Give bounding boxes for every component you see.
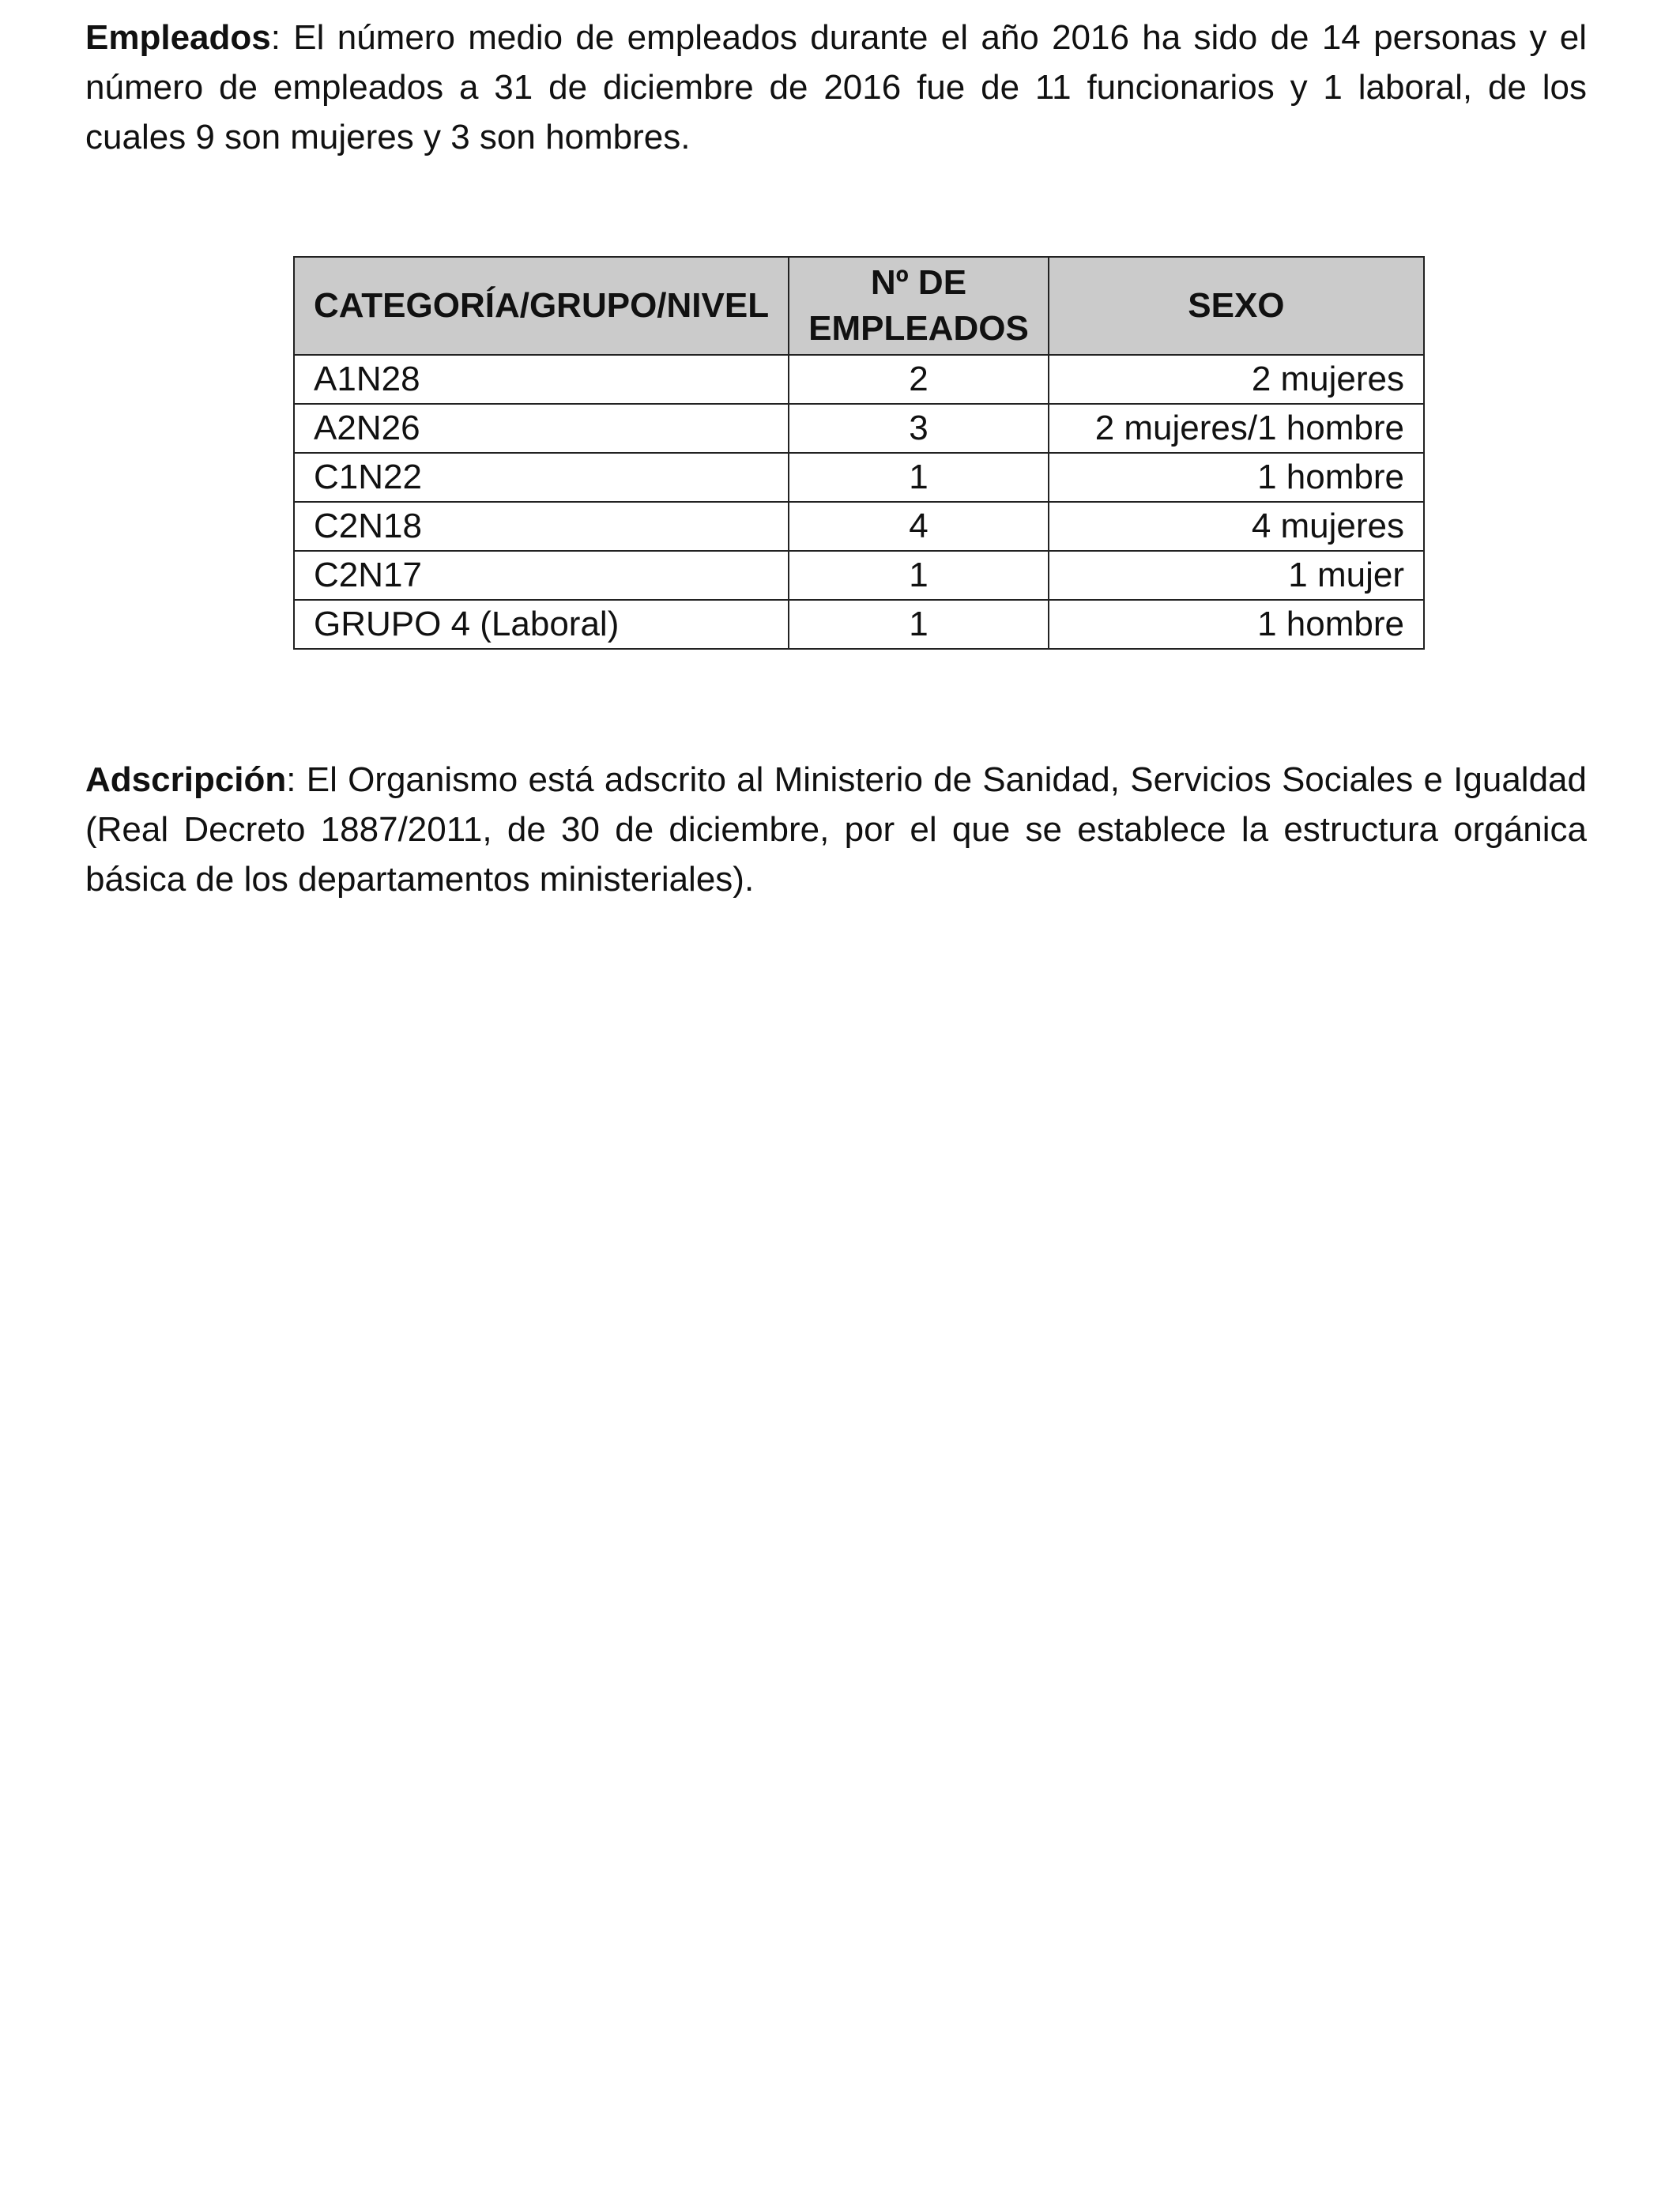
table-row bbox=[294, 502, 1424, 551]
adscription-text: : El Organismo está adscrito al Ministerio de Sanidad, Servicios Sociales e Igualdad (Real Decreto 1887/2011, de 30 de diciembre, por el que se establece la estructura orgánica básica de los departamentos ministeriales). bbox=[85, 760, 1587, 899]
adscription-paragraph bbox=[85, 755, 1587, 904]
cell-category: C2N17 bbox=[294, 551, 789, 600]
cell-sex: 1 hombre bbox=[1049, 600, 1424, 649]
table-header-row bbox=[294, 257, 1424, 355]
cell-category: C2N18 bbox=[294, 502, 789, 551]
cell-count: 1 bbox=[789, 600, 1049, 649]
employees-text: : El número medio de empleados durante el año 2016 ha sido de 14 personas y el número de empleados a 31 de diciembre de 2016 fue de 11 funcionarios y 1 laboral, de los cuales 9 son mujeres y 3 son hombres. bbox=[85, 18, 1587, 156]
cell-count: 4 bbox=[789, 502, 1049, 551]
header-count: Nº DE EMPLEADOS bbox=[789, 257, 1049, 355]
cell-sex: 1 mujer bbox=[1049, 551, 1424, 600]
header-category: CATEGORÍA/GRUPO/NIVEL bbox=[294, 257, 789, 355]
table-row bbox=[294, 355, 1424, 404]
cell-count: 3 bbox=[789, 404, 1049, 453]
cell-sex: 1 hombre bbox=[1049, 453, 1424, 502]
table-row bbox=[294, 453, 1424, 502]
header-sex: SEXO bbox=[1049, 257, 1424, 355]
cell-count: 2 bbox=[789, 355, 1049, 404]
table-row bbox=[294, 404, 1424, 453]
cell-category: C1N22 bbox=[294, 453, 789, 502]
table-row bbox=[294, 551, 1424, 600]
cell-category: GRUPO 4 (Laboral) bbox=[294, 600, 789, 649]
employees-label: Empleados bbox=[85, 18, 271, 57]
table-row bbox=[294, 600, 1424, 649]
employees-table bbox=[293, 256, 1425, 650]
cell-sex: 2 mujeres bbox=[1049, 355, 1424, 404]
adscription-label: Adscripción bbox=[85, 760, 287, 799]
cell-category: A2N26 bbox=[294, 404, 789, 453]
cell-sex: 2 mujeres/1 hombre bbox=[1049, 404, 1424, 453]
cell-count: 1 bbox=[789, 551, 1049, 600]
employees-paragraph bbox=[85, 13, 1587, 162]
cell-category: A1N28 bbox=[294, 355, 789, 404]
cell-count: 1 bbox=[789, 453, 1049, 502]
cell-sex: 4 mujeres bbox=[1049, 502, 1424, 551]
